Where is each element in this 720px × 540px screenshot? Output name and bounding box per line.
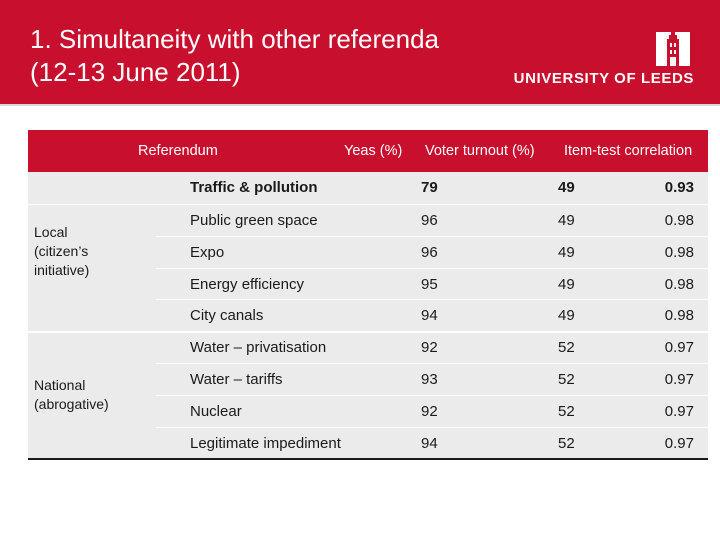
row-divider xyxy=(156,427,708,428)
correlation-value: 0.98 xyxy=(664,276,694,293)
slide-title xyxy=(30,23,439,89)
turnout-value: 52 xyxy=(558,339,575,356)
yeas-value: 92 xyxy=(421,339,438,356)
table-bottom-border xyxy=(28,458,708,460)
table-row xyxy=(28,428,708,460)
table-row xyxy=(28,172,708,204)
row-divider xyxy=(156,395,708,396)
group-label-line: (citizen’s xyxy=(34,243,89,259)
correlation-value: 0.93 xyxy=(664,179,694,196)
turnout-value: 52 xyxy=(558,403,575,420)
referendum-name: Water – privatisation xyxy=(190,339,327,356)
table-row xyxy=(28,300,708,332)
correlation-value: 0.97 xyxy=(664,371,694,388)
group-label-line: Local xyxy=(34,224,68,240)
turnout-value: 52 xyxy=(558,435,575,452)
group-label-national xyxy=(34,376,109,414)
group-divider xyxy=(28,331,708,333)
column-header-yeas: Yeas (%) xyxy=(344,143,403,159)
yeas-value: 92 xyxy=(421,403,438,420)
table-row xyxy=(28,269,708,301)
correlation-value: 0.97 xyxy=(664,403,694,420)
correlation-value: 0.98 xyxy=(664,212,694,229)
referendum-name: Energy efficiency xyxy=(190,276,304,293)
row-divider xyxy=(156,363,708,364)
correlation-value: 0.97 xyxy=(664,435,694,452)
column-header-turnout: Voter turnout (%) xyxy=(425,143,535,159)
title-line-2: (12-13 June 2011) xyxy=(30,57,241,87)
yeas-value: 94 xyxy=(421,307,438,324)
correlation-value: 0.97 xyxy=(664,339,694,356)
row-divider xyxy=(156,268,708,269)
row-divider xyxy=(156,236,708,237)
group-label-local xyxy=(34,223,89,280)
referendum-name: Traffic & pollution xyxy=(190,179,318,196)
column-header-referendum: Referendum xyxy=(138,143,218,159)
yeas-value: 96 xyxy=(421,244,438,261)
yeas-value: 96 xyxy=(421,212,438,229)
table-row xyxy=(28,205,708,237)
header-divider xyxy=(0,104,720,106)
group-label-line: initiative) xyxy=(34,262,90,278)
turnout-value: 49 xyxy=(558,179,575,196)
university-crest-icon xyxy=(656,32,690,66)
group-label-line: (abrogative) xyxy=(34,396,109,412)
table-row xyxy=(28,396,708,428)
yeas-value: 95 xyxy=(421,276,438,293)
turnout-value: 49 xyxy=(558,276,575,293)
table-row xyxy=(28,332,708,364)
table-row xyxy=(28,364,708,396)
correlation-value: 0.98 xyxy=(664,307,694,324)
turnout-value: 49 xyxy=(558,212,575,229)
referendum-name: Public green space xyxy=(190,212,318,229)
referendum-name: Water – tariffs xyxy=(190,371,283,388)
yeas-value: 79 xyxy=(421,179,438,196)
row-divider xyxy=(156,204,708,205)
table-row xyxy=(28,237,708,269)
correlation-value: 0.98 xyxy=(664,244,694,261)
turnout-value: 52 xyxy=(558,371,575,388)
row-divider xyxy=(156,299,708,300)
yeas-value: 93 xyxy=(421,371,438,388)
referendum-name: Legitimate impediment xyxy=(190,435,341,452)
university-logo-text: UNIVERSITY OF LEEDS xyxy=(513,70,694,87)
title-line-1: 1. Simultaneity with other referenda xyxy=(30,24,439,54)
group-label-line: National xyxy=(34,377,86,393)
turnout-value: 49 xyxy=(558,307,575,324)
column-header-correlation: Item-test correlation xyxy=(564,143,693,159)
referendum-name: City canals xyxy=(190,307,264,324)
turnout-value: 49 xyxy=(558,244,575,261)
referendum-name: Nuclear xyxy=(190,403,242,420)
referendum-name: Expo xyxy=(190,244,225,261)
yeas-value: 94 xyxy=(421,435,438,452)
